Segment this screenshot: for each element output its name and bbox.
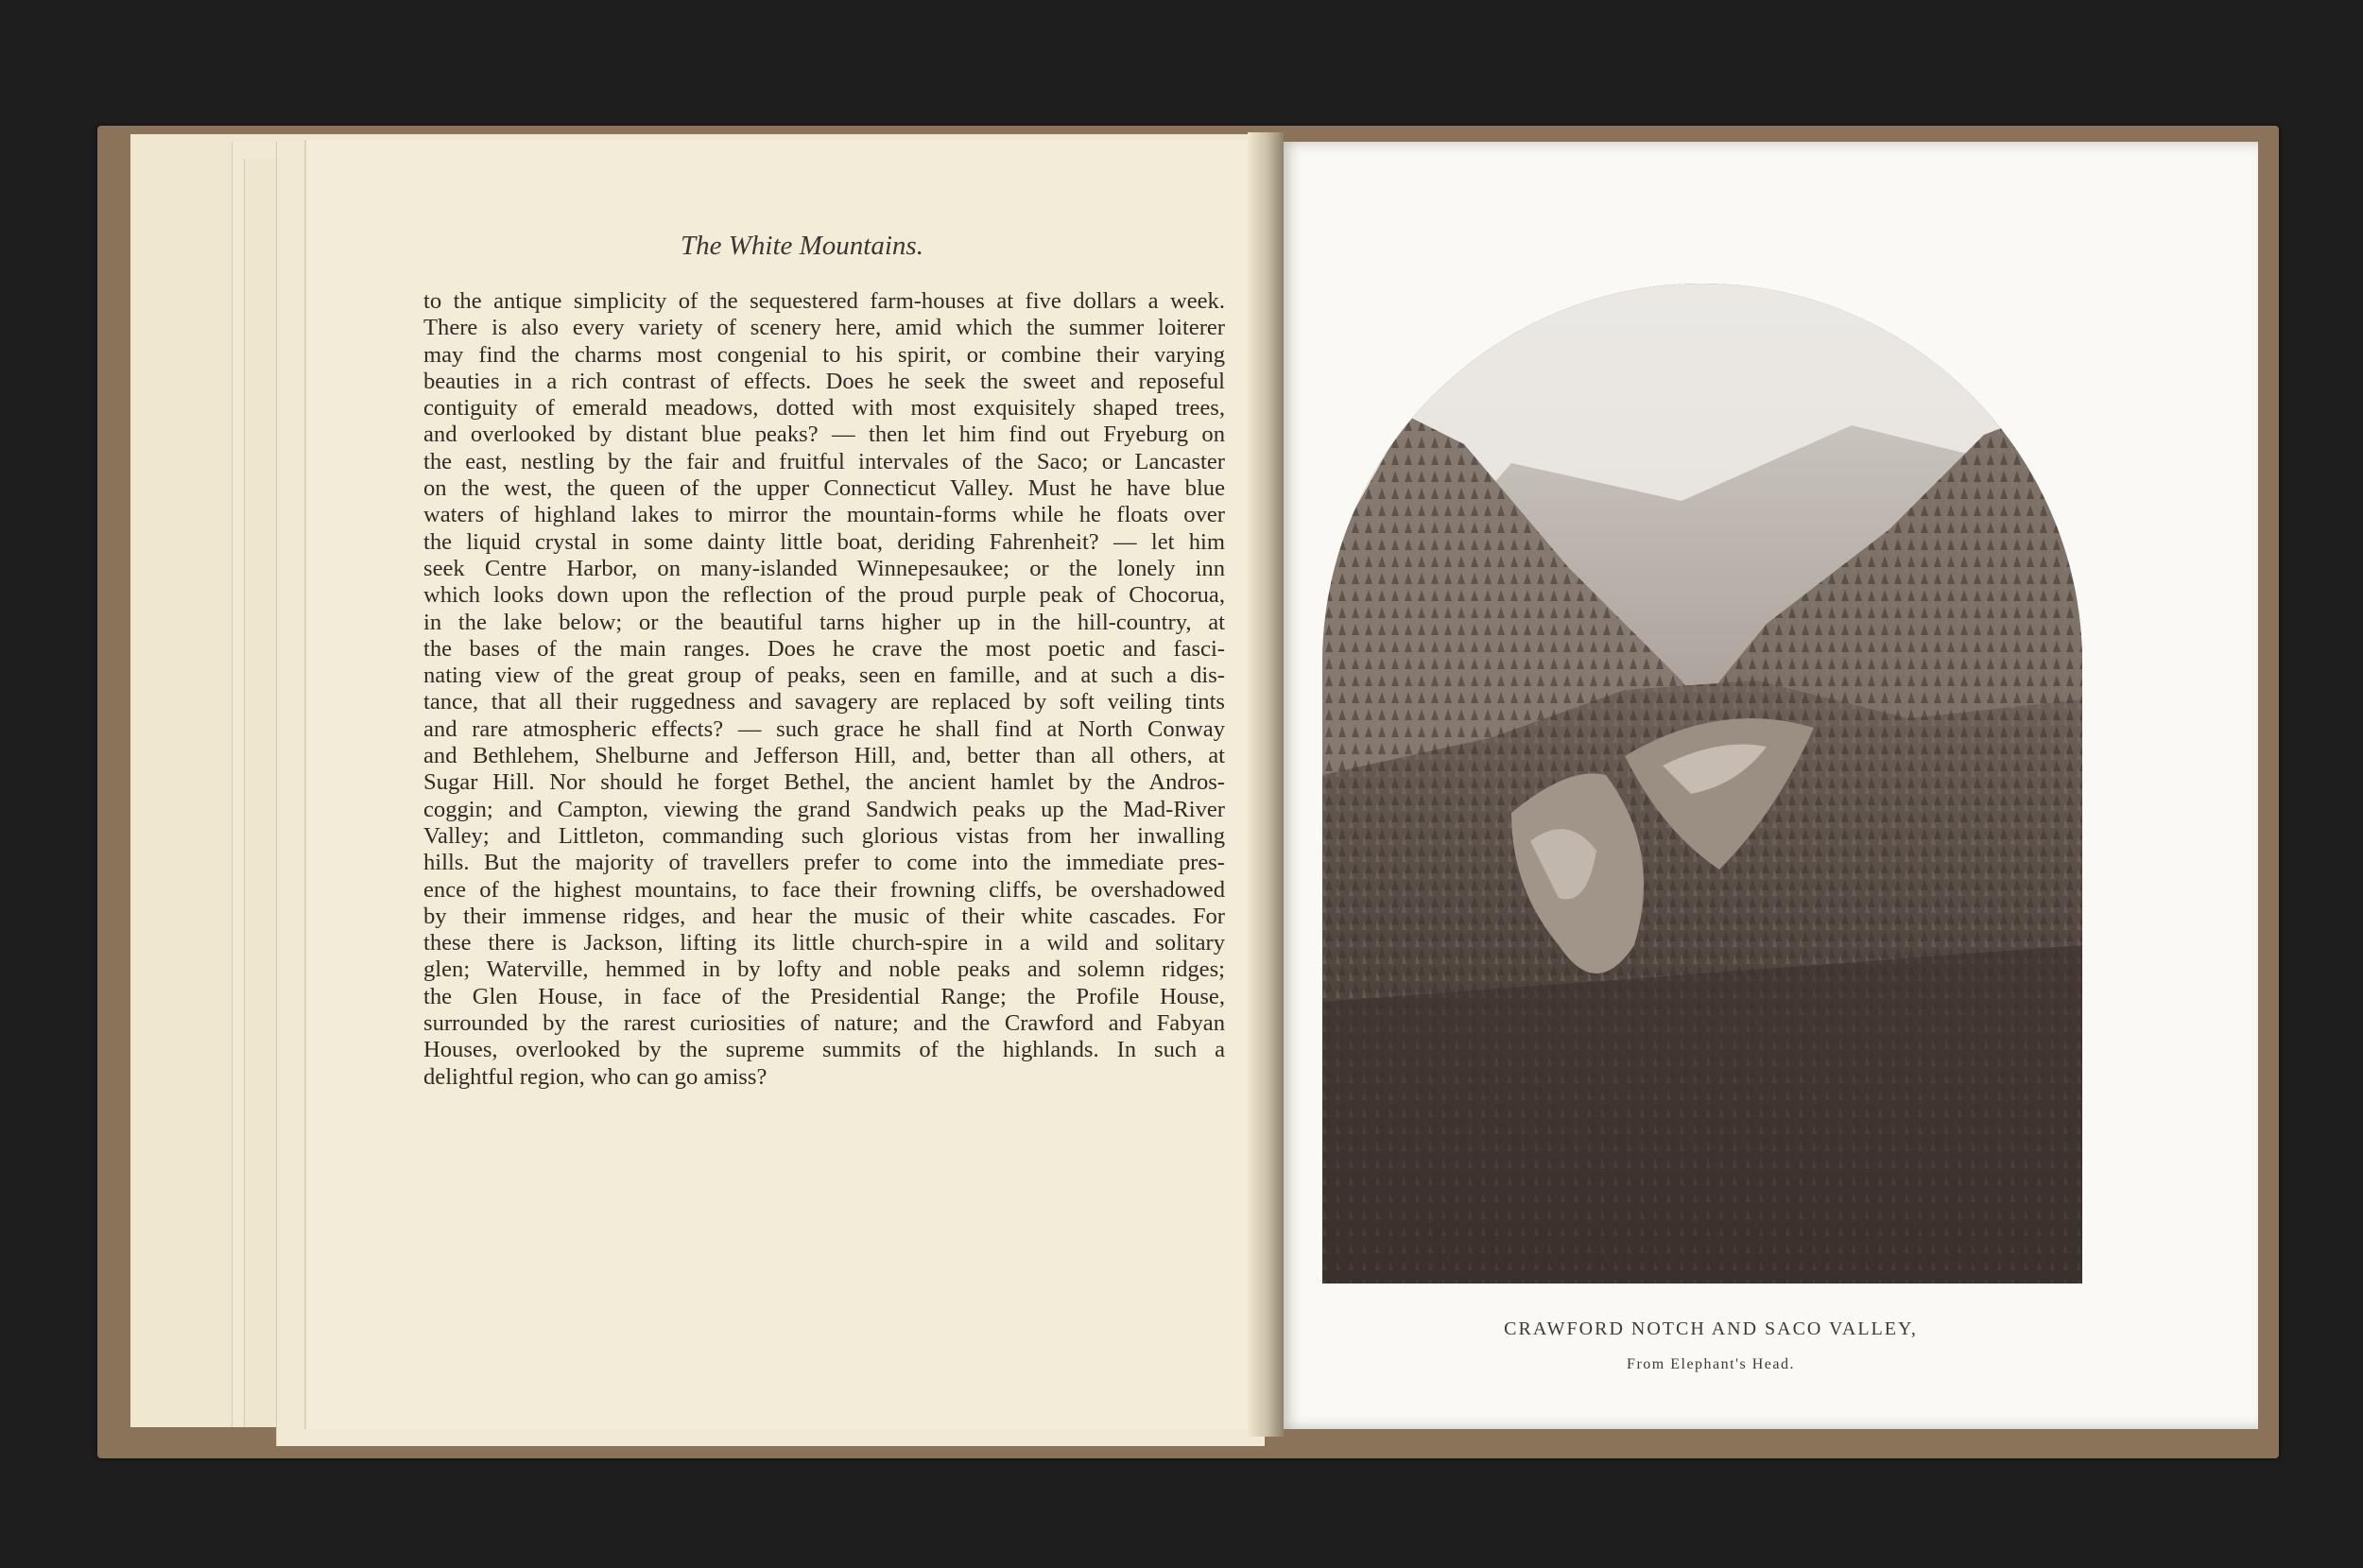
text-line: beauties in a rich contrast of effects. Does he seek the sweet and reposeful (423, 368, 1225, 394)
text-line: to the antique simplicity of the sequestered farm-houses at five dollars a week. (423, 288, 1225, 314)
running-head: The White Mountains. (681, 231, 923, 261)
text-line: the east, nestling by the fair and fruitful intervales of the Saco; or Lancaster (423, 448, 1225, 474)
photo-caption: CRAWFORD NOTCH AND SACO VALLEY, (1504, 1318, 1918, 1339)
text-line: tance, that all their ruggedness and savagery are replaced by soft veiling tints (423, 689, 1225, 715)
text-line: the liquid crystal in some dainty little boat, deriding Fahrenheit? — let him (423, 528, 1225, 555)
photo-subcaption: From Elephant's Head. (1627, 1356, 1795, 1372)
text-line: Sugar Hill. Nor should he forget Bethel, the ancient hamlet by the Andros- (423, 769, 1225, 796)
text-line: by their immense ridges, and hear the music of their white cascades. For (423, 903, 1225, 929)
text-line: seek Centre Harbor, on many-islanded Winnepesaukee; or the lonely inn (423, 555, 1225, 581)
text-line: on the west, the queen of the upper Connecticut Valley. Must he have blue (423, 475, 1225, 502)
text-line: glen; Waterville, hemmed in by lofty and noble peaks and solemn ridges; (423, 956, 1225, 983)
text-line: waters of highland lakes to mirror the mountain-forms while he floats over (423, 502, 1225, 528)
body-text (423, 288, 1225, 1091)
text-line: hills. But the majority of travellers prefer to come into the immediate pres- (423, 850, 1225, 876)
text-line: which looks down upon the reflection of the proud purple peak of Chocorua, (423, 582, 1225, 609)
text-line: the bases of the main ranges. Does he crave the most poetic and fasci- (423, 635, 1225, 662)
text-line: Houses, overlooked by the supreme summits of the highlands. In such a (423, 1037, 1225, 1063)
text-line: delightful region, who can go amiss? (423, 1063, 768, 1090)
text-line: There is also every variety of scenery here, amid which the summer loiterer (423, 315, 1225, 341)
text-line: nating view of the great group of peaks, seen en famille, and at such a dis- (423, 663, 1225, 689)
text-line: may find the charms most congenial to his spirit, or combine their varying (423, 341, 1225, 368)
text-line: and rare atmospheric effects? — such grace he shall find at North Conway (423, 715, 1225, 742)
text-line: Valley; and Littleton, commanding such glorious vistas from her inwalling (423, 822, 1225, 849)
text-line: surrounded by the rarest curiosities of nature; and the Crawford and Fabyan (423, 1010, 1225, 1037)
landscape-photo (1322, 284, 2082, 1284)
text-line: the Glen House, in face of the Presidential Range; the Profile House, (423, 983, 1225, 1009)
text-line: and Bethlehem, Shelburne and Jefferson Hill, and, better than all others, at (423, 743, 1225, 769)
text-line: in the lake below; or the beautiful tarns higher up in the hill-country, at (423, 609, 1225, 635)
text-line: these there is Jackson, lifting its little church-spire in a wild and solitary (423, 930, 1225, 956)
text-line: and overlooked by distant blue peaks? — then let him find out Fryeburg on (423, 422, 1225, 448)
text-line: coggin; and Campton, viewing the grand Sandwich peaks up the Mad-River (423, 796, 1225, 822)
text-line: contiguity of emerald meadows, dotted with most exquisitely shaped trees, (423, 395, 1225, 422)
photograph-crawford-notch (1322, 284, 2082, 1284)
book-gutter (1248, 132, 1284, 1437)
text-line: ence of the highest mountains, to face their frowning cliffs, be overshadowed (423, 876, 1225, 903)
